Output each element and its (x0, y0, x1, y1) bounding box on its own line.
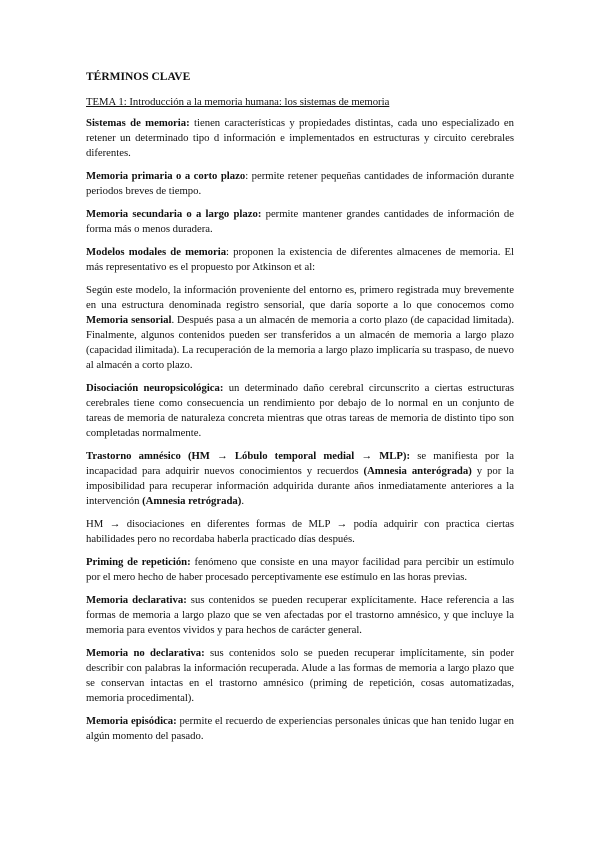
term: (Amnesia retrógrada) (142, 495, 242, 507)
paragraph-modelo-atkinson (86, 283, 514, 373)
definition-memoria-no-declarativa (86, 646, 514, 706)
paragraph-text: . Después pasa a un almacén de memoria a corto plazo (de capacidad limitada). Finalmente, algunos contenidos pueden ser transferidos a un almacén de memoria a largo plazo (capacidad ilimitada). La recuperación de la memoria a largo plazo implicaría su traspaso, de nuevo al almacén a corto plazo. (86, 314, 514, 371)
paragraph-hm: HM → disociaciones en diferentes formas de MLP → podía adquirir con practica ciertas habilidades pero no recordaba haberla practicado días después. (86, 518, 514, 545)
definition-text: : proponen la existencia de diferentes almacenes de memoria. El más representativo es el propuesto por Atkinson et al: (86, 246, 514, 273)
term: Memoria sensorial (86, 314, 172, 326)
definition-priming (86, 555, 514, 585)
definition-memoria-episodica (86, 714, 514, 744)
definition-text: permite el recuerdo de experiencias personales únicas que han tenido lugar en algún momento del pasado. (86, 715, 515, 742)
definition-memoria-primaria (86, 169, 514, 199)
definition-text: y por la imposibilidad para recuperar información adquirida durante años inmediatamente anteriores a la intervención (86, 465, 514, 507)
definition-text: fenómeno que consiste en una mayor facilidad para percibir un estímulo por el mero hecho de haber procesado perceptivamente ese estímulo en las horas previas. (86, 556, 514, 583)
page-title: TÉRMINOS CLAVE (86, 71, 191, 83)
definition-text: se manifiesta por la incapacidad para adquirir nuevos conocimientos y recuerdos (86, 450, 514, 477)
term: Disociación neuropsicológica: (86, 382, 224, 394)
term: Memoria secundaria o a largo plazo: (86, 208, 262, 220)
definition-text: un determinado daño cerebral circunscrito a ciertas estructuras cerebrales tiene como consecuencia un rendimiento por debajo de lo normal en un conjunto de tareas de memoria de naturaleza concreta mientras que otras tareas de memoria de distinto tipo son completadas normalmente. (86, 382, 514, 439)
term: Trastorno amnésico (HM → Lóbulo temporal medial → MLP): (86, 450, 411, 462)
definition-memoria-declarativa (86, 593, 514, 638)
definition-modelos-modales (86, 245, 514, 275)
definition-text: tienen características y propiedades distintas, cada uno especializado en retener un determinado tipo d información e implementados en estructuras y circuito cerebrales diferentes. (86, 117, 514, 159)
definition-trastorno-amnesico (86, 449, 514, 509)
term: (Amnesia anterógrada) (363, 465, 472, 477)
section-subtitle: TEMA 1: Introducción a la memoria humana: los sistemas de memoria (86, 96, 390, 108)
term: Memoria declarativa: (86, 594, 187, 606)
term: Memoria episódica: (86, 715, 177, 727)
definition-text: : permite retener pequeñas cantidades de información durante periodos breves de tiempo. (86, 170, 514, 197)
term: Modelos modales de memoria (86, 246, 227, 258)
definition-sistemas-memoria (86, 116, 514, 161)
paragraph-text: Según este modelo, la información proveniente del entorno es, primero registrada muy brevemente en una estructura denominada registro sensorial, que daría soporte a lo que conocemos como (86, 284, 514, 311)
definition-text: sus contenidos se pueden recuperar explícitamente. Hace referencia a las formas de memoria a largo plazo que se ven afectadas por el trastorno amnésico, y que incluye la memoria para eventos vividos y para hechos de carácter general. (86, 594, 514, 636)
term: Memoria no declarativa: (86, 647, 205, 659)
term: Memoria primaria o a corto plazo (86, 170, 246, 182)
definition-disociacion (86, 381, 514, 441)
definition-memoria-secundaria (86, 207, 514, 237)
term: Sistemas de memoria: (86, 117, 190, 129)
definition-text: permite mantener grandes cantidades de información de forma más o menos duradera. (86, 208, 514, 235)
document-page (86, 70, 514, 744)
definition-text: . (241, 495, 244, 507)
definition-text: sus contenidos solo se pueden recuperar implícitamente, sin poder describir con palabras la información recuperada. Alude a las formas de memoria a largo plazo que se conservan intactas en el trastorno amnésico (priming de repetición, cosas automatizadas, memoria procedimental). (86, 647, 515, 704)
term: Priming de repetición: (86, 556, 191, 568)
